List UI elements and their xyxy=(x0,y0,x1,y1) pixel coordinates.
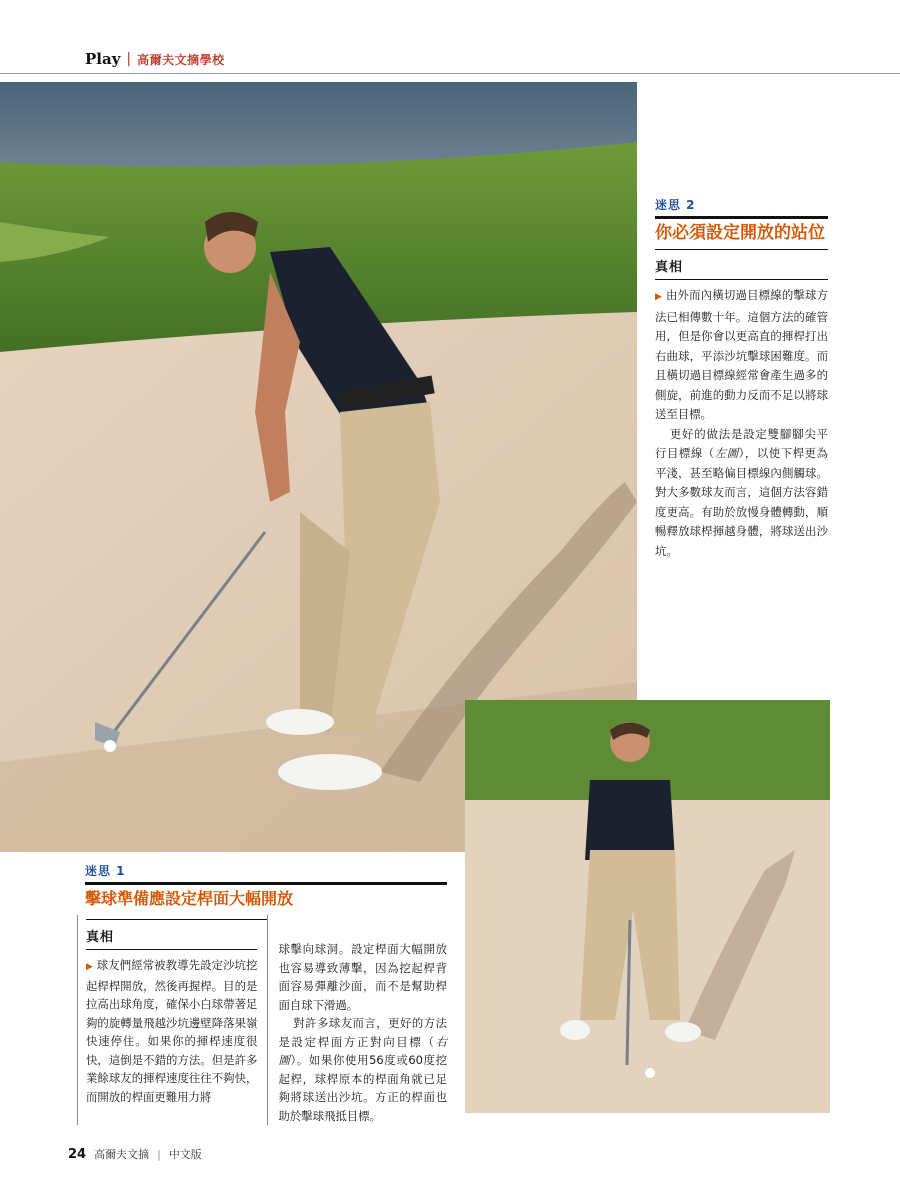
header-divider: | xyxy=(126,51,132,67)
footer-magazine: 高爾夫文摘 xyxy=(94,1148,150,1161)
header-rule xyxy=(0,73,900,74)
myth-1-col-2-para-2-a: 對許多球友而言，更好的方法是設定桿面方正對向目標（ xyxy=(278,1016,447,1049)
myth-1-label: 迷思 1 xyxy=(85,864,126,878)
section-label: 高爾夫文摘學校 xyxy=(137,52,225,67)
running-header xyxy=(85,48,225,70)
myth-2-fact-heading: 真相 xyxy=(655,260,684,275)
myth-2-paragraph-2 xyxy=(655,425,828,562)
page-footer xyxy=(68,1146,202,1162)
myth-2-label: 迷思 2 xyxy=(655,198,696,212)
myth-2-sidebar xyxy=(655,196,828,561)
brand-label: Play xyxy=(85,50,121,68)
footer-divider: | xyxy=(157,1147,161,1161)
myth-2-paragraph-1 xyxy=(655,286,828,425)
myth-2-para-2-b: ），以使下桿更為平淺，甚至略偏目標線內側觸球。對大多數球友而言，這個方法容錯度更高。有助於放慢身體轉動，順暢釋放球桿揮越身體，將球送出沙坑。 xyxy=(655,446,828,558)
myth-1-col-1-text: 球友們經常被教導先設定沙坑挖起桿桿開放，然後再握桿。目的是拉高出球角度，確保小白球帶著足夠的旋轉量飛越沙坑邊壁降落果嶺快速停住。如果你的揮桿速度很快，這倒是不錯的方法。但是許多業餘球友的揮桿速度往往不夠快，而開放的桿面更難用力將 xyxy=(86,958,258,1104)
myth-1-col-2-para-1: 球擊向球洞。設定桿面大幅開放也容易導致薄擊，因為挖起桿背面容易彈離沙面，而不是幫助桿面自球下滑過。 xyxy=(278,942,447,1012)
myth-1-column-1 xyxy=(77,915,268,1125)
myth-2-para-2-em: 左圖 xyxy=(714,446,739,460)
myth-2-body xyxy=(655,280,828,561)
myth-1-col-2-para-2-em: 右圖 xyxy=(278,1034,447,1067)
myth-1-col-1-body xyxy=(86,950,257,1106)
myth-1-block xyxy=(85,862,447,1125)
myth-1-columns xyxy=(85,915,447,1125)
myth-1-col-2-para-2-b: ）。如果你使用56度或60度挖起桿，球桿原本的桿面角就已足夠將球送出沙坑。方正的桿面也助於擊球飛抵目標。 xyxy=(278,1053,447,1123)
myth-1-column-2 xyxy=(268,878,447,1125)
footer-edition: 中文版 xyxy=(168,1148,202,1161)
page-number: 24 xyxy=(68,1146,87,1162)
myth-2-title: 你必須設定開放的站位 xyxy=(655,223,825,243)
myth-2-para-2-a: 更好的做法是設定雙腳腳尖平行目標線（ xyxy=(655,426,828,460)
myth-1-col-2-body xyxy=(278,878,447,1125)
bullet-triangle-icon: ▶ xyxy=(655,292,663,302)
bullet-triangle-icon: ▶ xyxy=(86,962,94,972)
myth-1-title: 擊球準備應設定桿面大幅開放 xyxy=(85,889,294,908)
inset-photo-golfer-square-face xyxy=(465,700,830,1113)
myth-2-para-1-text: 由外而內橫切過目標線的擊球方法已相傳數十年。這個方法的確管用，但是你會以更高直的揮桿打出右曲球，平添沙坑擊球困難度。而且橫切過目標線經常會產生過多的側旋，前進的動力反而不足以將球送至目標。 xyxy=(655,288,828,421)
myth-1-col-2-para-2 xyxy=(278,1014,447,1125)
myth-1-fact-heading: 真相 xyxy=(86,919,267,949)
